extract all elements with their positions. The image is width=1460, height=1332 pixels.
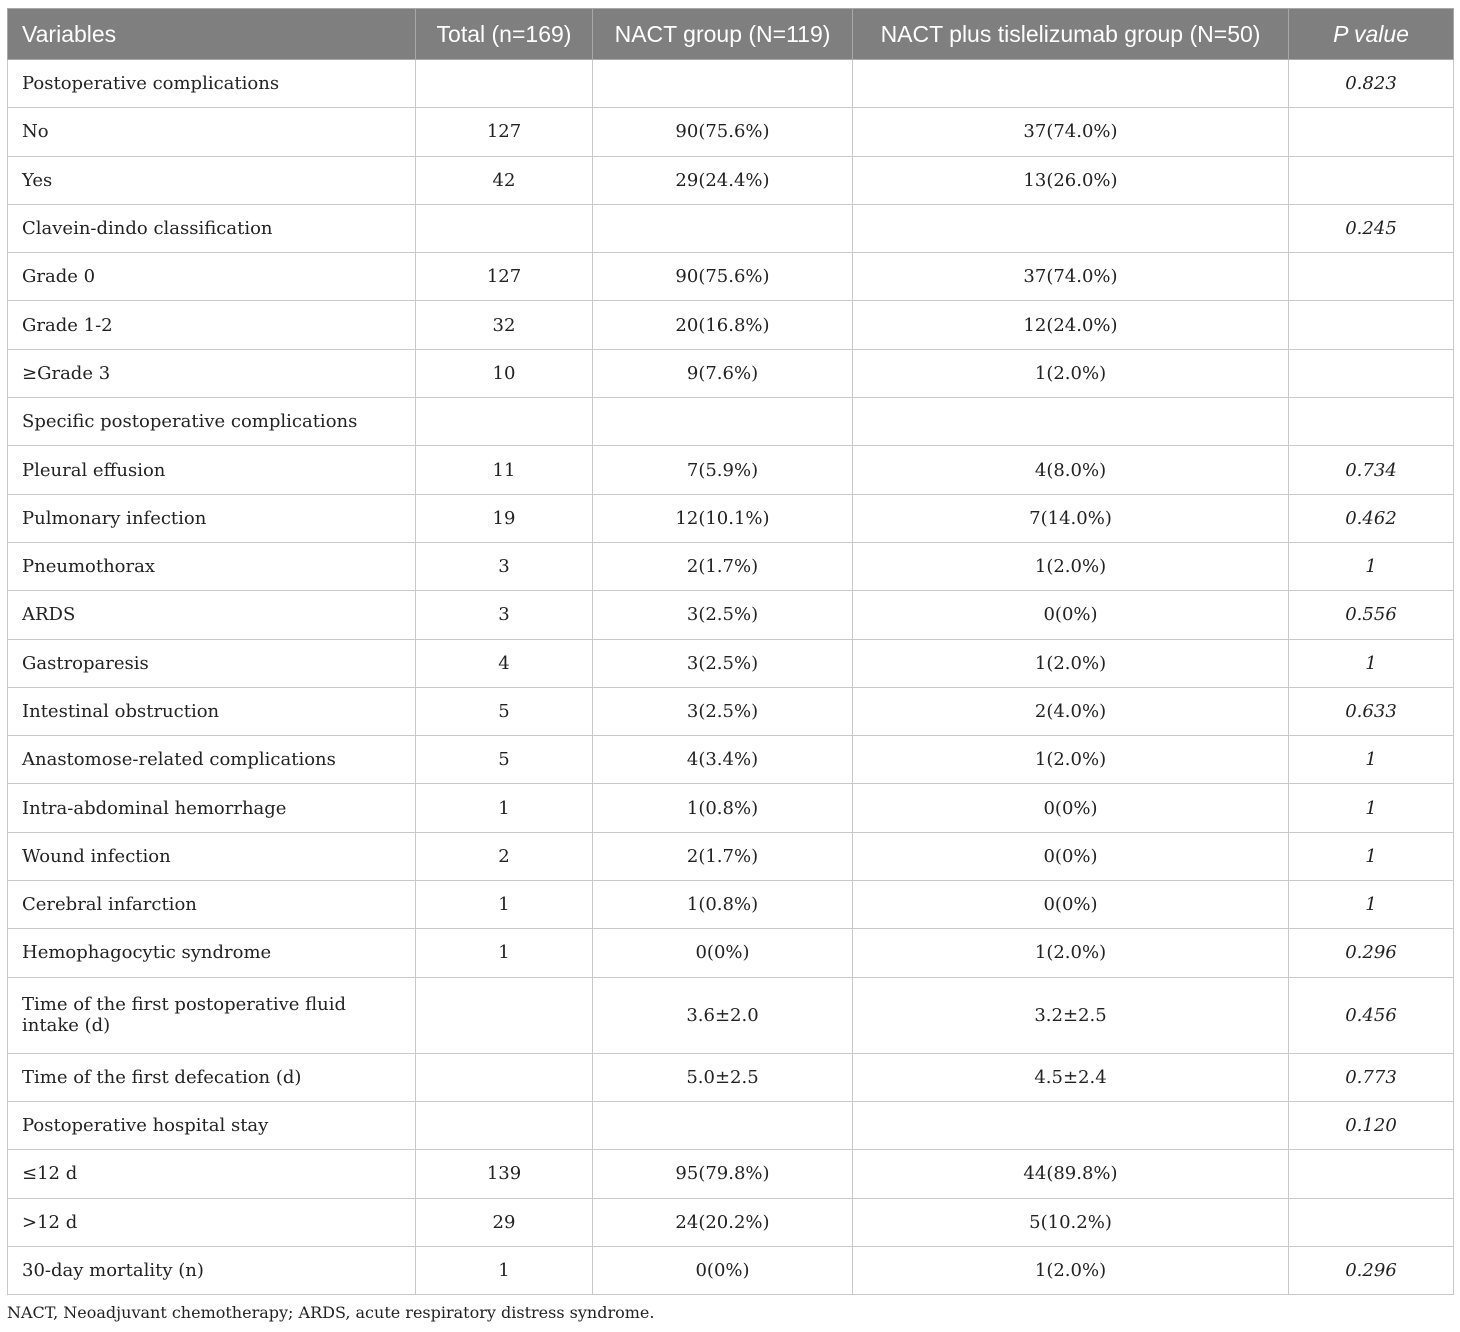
cell-nact-group: 90(75.6%) — [593, 108, 853, 156]
cell-total: 139 — [416, 1150, 593, 1198]
cell-variable: ≥Grade 3 — [8, 349, 416, 397]
cell-total: 32 — [416, 301, 593, 349]
cell-nact-tislelizumab-group: 44(89.8%) — [853, 1150, 1289, 1198]
cell-variable: No — [8, 108, 416, 156]
cell-p-value: 0.456 — [1289, 977, 1454, 1053]
cell-nact-tislelizumab-group: 1(2.0%) — [853, 1246, 1289, 1294]
cell-p-value: 0.120 — [1289, 1101, 1454, 1149]
cell-nact-tislelizumab-group: 13(26.0%) — [853, 156, 1289, 204]
cell-nact-tislelizumab-group: 0(0%) — [853, 591, 1289, 639]
cell-nact-group: 2(1.7%) — [593, 542, 853, 590]
table-footnote: NACT, Neoadjuvant chemotherapy; ARDS, acute respiratory distress syndrome. — [7, 1303, 655, 1322]
cell-nact-tislelizumab-group — [853, 204, 1289, 252]
cell-total: 10 — [416, 349, 593, 397]
cell-nact-group: 0(0%) — [593, 929, 853, 977]
table-header — [8, 9, 1454, 60]
cell-p-value — [1289, 156, 1454, 204]
cell-nact-group: 29(24.4%) — [593, 156, 853, 204]
cell-variable: Anastomose-related complications — [8, 736, 416, 784]
cell-nact-tislelizumab-group: 1(2.0%) — [853, 929, 1289, 977]
cell-nact-group: 1(0.8%) — [593, 881, 853, 929]
cell-total — [416, 204, 593, 252]
cell-nact-group: 24(20.2%) — [593, 1198, 853, 1246]
cell-nact-tislelizumab-group: 37(74.0%) — [853, 108, 1289, 156]
cell-variable: Pulmonary infection — [8, 494, 416, 542]
cell-p-value — [1289, 108, 1454, 156]
table-body — [8, 60, 1454, 1295]
cell-variable: Postoperative hospital stay — [8, 1101, 416, 1149]
header-variables: Variables — [8, 9, 416, 60]
table-row — [8, 60, 1454, 108]
cell-nact-group: 5.0±2.5 — [593, 1053, 853, 1101]
cell-p-value: 0.633 — [1289, 687, 1454, 735]
cell-variable: Cerebral infarction — [8, 881, 416, 929]
cell-total: 19 — [416, 494, 593, 542]
cell-variable: Time of the first defecation (d) — [8, 1053, 416, 1101]
cell-total — [416, 60, 593, 108]
cell-variable: Time of the first postoperative fluid intake (d) — [8, 977, 416, 1053]
cell-nact-tislelizumab-group — [853, 398, 1289, 446]
cell-variable: >12 d — [8, 1198, 416, 1246]
cell-variable: ARDS — [8, 591, 416, 639]
cell-variable: Gastroparesis — [8, 639, 416, 687]
cell-nact-tislelizumab-group: 3.2±2.5 — [853, 977, 1289, 1053]
cell-variable: Grade 0 — [8, 253, 416, 301]
cell-total — [416, 977, 593, 1053]
cell-nact-tislelizumab-group: 1(2.0%) — [853, 542, 1289, 590]
cell-nact-tislelizumab-group: 1(2.0%) — [853, 639, 1289, 687]
cell-nact-group: 4(3.4%) — [593, 736, 853, 784]
table-row — [8, 1150, 1454, 1198]
cell-variable: Hemophagocytic syndrome — [8, 929, 416, 977]
cell-nact-group: 3(2.5%) — [593, 591, 853, 639]
cell-variable: Yes — [8, 156, 416, 204]
cell-total: 1 — [416, 881, 593, 929]
table-row — [8, 398, 1454, 446]
table-row — [8, 542, 1454, 590]
cell-nact-tislelizumab-group: 7(14.0%) — [853, 494, 1289, 542]
cell-nact-tislelizumab-group: 4.5±2.4 — [853, 1053, 1289, 1101]
cell-nact-tislelizumab-group: 5(10.2%) — [853, 1198, 1289, 1246]
cell-nact-tislelizumab-group: 0(0%) — [853, 881, 1289, 929]
cell-p-value — [1289, 1198, 1454, 1246]
cell-nact-tislelizumab-group: 1(2.0%) — [853, 349, 1289, 397]
cell-p-value: 1 — [1289, 639, 1454, 687]
cell-p-value: 0.556 — [1289, 591, 1454, 639]
table-row — [8, 204, 1454, 252]
cell-p-value — [1289, 349, 1454, 397]
cell-nact-group: 9(7.6%) — [593, 349, 853, 397]
cell-p-value: 0.296 — [1289, 929, 1454, 977]
cell-p-value: 1 — [1289, 832, 1454, 880]
table-row — [8, 301, 1454, 349]
table-row — [8, 349, 1454, 397]
cell-variable: Intra-abdominal hemorrhage — [8, 784, 416, 832]
table-row — [8, 977, 1454, 1053]
cell-p-value — [1289, 1150, 1454, 1198]
cell-total: 1 — [416, 929, 593, 977]
cell-p-value: 0.734 — [1289, 446, 1454, 494]
cell-nact-group: 3(2.5%) — [593, 639, 853, 687]
header-total: Total (n=169) — [416, 9, 593, 60]
cell-p-value: 1 — [1289, 736, 1454, 784]
cell-total: 1 — [416, 1246, 593, 1294]
cell-total: 5 — [416, 687, 593, 735]
table-row — [8, 832, 1454, 880]
cell-p-value: 0.823 — [1289, 60, 1454, 108]
cell-nact-tislelizumab-group — [853, 1101, 1289, 1149]
cell-nact-tislelizumab-group — [853, 60, 1289, 108]
cell-nact-group: 95(79.8%) — [593, 1150, 853, 1198]
cell-total: 11 — [416, 446, 593, 494]
cell-nact-group: 2(1.7%) — [593, 832, 853, 880]
cell-nact-group: 12(10.1%) — [593, 494, 853, 542]
table-row — [8, 494, 1454, 542]
table-row — [8, 1053, 1454, 1101]
cell-variable: Intestinal obstruction — [8, 687, 416, 735]
table-row — [8, 1198, 1454, 1246]
cell-nact-group — [593, 398, 853, 446]
cell-nact-tislelizumab-group: 0(0%) — [853, 784, 1289, 832]
cell-total: 4 — [416, 639, 593, 687]
cell-nact-group — [593, 1101, 853, 1149]
cell-nact-group: 0(0%) — [593, 1246, 853, 1294]
cell-variable: Specific postoperative complications — [8, 398, 416, 446]
cell-p-value: 0.773 — [1289, 1053, 1454, 1101]
cell-p-value: 1 — [1289, 542, 1454, 590]
cell-p-value: 0.245 — [1289, 204, 1454, 252]
cell-total: 3 — [416, 542, 593, 590]
cell-total — [416, 1101, 593, 1149]
table-row — [8, 929, 1454, 977]
table-row — [8, 881, 1454, 929]
cell-nact-tislelizumab-group: 37(74.0%) — [853, 253, 1289, 301]
cell-total: 29 — [416, 1198, 593, 1246]
cell-p-value: 1 — [1289, 881, 1454, 929]
cell-variable: Clavein-dindo classification — [8, 204, 416, 252]
header-p-value: P value — [1289, 9, 1454, 60]
header-row — [8, 9, 1454, 60]
table-row — [8, 156, 1454, 204]
table-row — [8, 108, 1454, 156]
cell-total: 1 — [416, 784, 593, 832]
cell-nact-group — [593, 60, 853, 108]
cell-p-value — [1289, 398, 1454, 446]
cell-total: 42 — [416, 156, 593, 204]
cell-nact-group: 3(2.5%) — [593, 687, 853, 735]
table-row — [8, 446, 1454, 494]
cell-nact-tislelizumab-group: 4(8.0%) — [853, 446, 1289, 494]
table-row — [8, 1101, 1454, 1149]
header-nact-group: NACT group (N=119) — [593, 9, 853, 60]
cell-total: 127 — [416, 108, 593, 156]
cell-nact-group: 1(0.8%) — [593, 784, 853, 832]
table-row — [8, 1246, 1454, 1294]
cell-total: 2 — [416, 832, 593, 880]
table-row — [8, 639, 1454, 687]
cell-total: 5 — [416, 736, 593, 784]
cell-p-value: 0.462 — [1289, 494, 1454, 542]
cell-variable: Pleural effusion — [8, 446, 416, 494]
cell-p-value — [1289, 301, 1454, 349]
cell-variable: Wound infection — [8, 832, 416, 880]
cell-p-value: 0.296 — [1289, 1246, 1454, 1294]
cell-nact-tislelizumab-group: 12(24.0%) — [853, 301, 1289, 349]
cell-variable: Postoperative complications — [8, 60, 416, 108]
cell-variable: Grade 1-2 — [8, 301, 416, 349]
cell-nact-tislelizumab-group: 1(2.0%) — [853, 736, 1289, 784]
cell-p-value: 1 — [1289, 784, 1454, 832]
results-table — [7, 8, 1454, 1295]
cell-variable: ≤12 d — [8, 1150, 416, 1198]
cell-nact-tislelizumab-group: 0(0%) — [853, 832, 1289, 880]
cell-nact-group: 3.6±2.0 — [593, 977, 853, 1053]
cell-nact-group — [593, 204, 853, 252]
cell-nact-group: 7(5.9%) — [593, 446, 853, 494]
table-row — [8, 784, 1454, 832]
cell-variable: Pneumothorax — [8, 542, 416, 590]
cell-total: 127 — [416, 253, 593, 301]
cell-total: 3 — [416, 591, 593, 639]
table-row — [8, 687, 1454, 735]
cell-variable: 30-day mortality (n) — [8, 1246, 416, 1294]
table-row — [8, 591, 1454, 639]
cell-nact-group: 90(75.6%) — [593, 253, 853, 301]
cell-total — [416, 1053, 593, 1101]
table-row — [8, 736, 1454, 784]
header-nact-tislelizumab-group: NACT plus tislelizumab group (N=50) — [853, 9, 1289, 60]
cell-nact-group: 20(16.8%) — [593, 301, 853, 349]
cell-nact-tislelizumab-group: 2(4.0%) — [853, 687, 1289, 735]
cell-total — [416, 398, 593, 446]
cell-p-value — [1289, 253, 1454, 301]
table-row — [8, 253, 1454, 301]
